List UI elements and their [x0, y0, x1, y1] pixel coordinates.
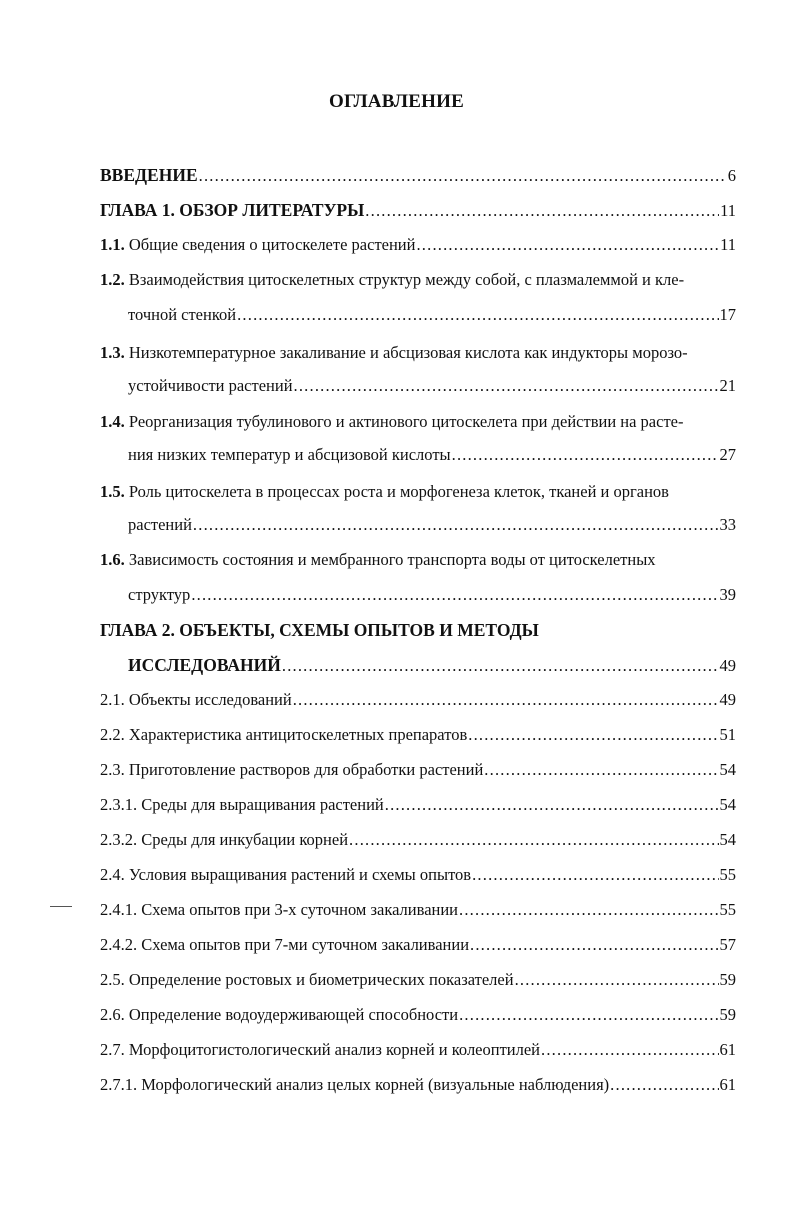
toc-entry-label-continued: устойчивости растений: [128, 376, 293, 395]
page-title: ОГЛАВЛЕНИЕ: [329, 91, 464, 112]
toc-entry-label-continued: растений: [128, 515, 192, 534]
toc-entry-label: Взаимодействия цитоскелетных структур между собой, с плазмалеммой и кле-: [128, 270, 685, 289]
toc-page-number: 54: [719, 760, 736, 779]
toc-leader-dots: [294, 376, 719, 396]
toc-leader-dots: [199, 166, 727, 186]
toc-entry-label-continued: точной стенкой: [128, 305, 237, 324]
toc-leader-dots: [191, 585, 718, 605]
toc-entry-label: Общие сведения о цитоскелете растений: [128, 235, 416, 254]
toc-page-number: 17: [719, 305, 736, 324]
toc-leader-dots: [472, 865, 718, 885]
toc-page-number: 21: [719, 376, 736, 395]
toc-page-number: 61: [719, 1075, 736, 1094]
toc-page-number: 27: [719, 445, 736, 464]
margin-mark: [50, 906, 72, 907]
toc-entry-label: 2.3.1. Среды для выращивания растений: [100, 795, 384, 814]
toc-entry-1-5-line1[interactable]: [100, 482, 669, 502]
toc-page-number: 33: [719, 515, 736, 534]
toc-entry-label: Реорганизация тубулинового и актинового цитоскелета при действии на расте-: [128, 412, 684, 431]
toc-entry-2-3-1[interactable]: [100, 795, 736, 815]
toc-entry-1-1[interactable]: [100, 235, 736, 255]
toc-leader-dots: [385, 795, 719, 815]
toc-entry-2-4-1[interactable]: [100, 900, 736, 920]
toc-entry-1-5-line2[interactable]: [128, 515, 736, 535]
toc-leader-dots: [610, 1075, 718, 1095]
toc-leader-dots: [416, 235, 719, 255]
toc-leader-dots: [452, 445, 719, 465]
toc-leader-dots: [459, 900, 718, 920]
toc-entry-2-4-2[interactable]: [100, 935, 736, 955]
toc-entry-introduction[interactable]: [100, 165, 736, 186]
toc-leader-dots: [541, 1040, 718, 1060]
toc-entry-2-7[interactable]: [100, 1040, 736, 1060]
toc-page-number: 61: [719, 1040, 736, 1059]
toc-entry-chapter-1[interactable]: [100, 200, 736, 221]
toc-entry-label: 2.4.1. Схема опытов при 3-х суточном закаливании: [100, 900, 459, 919]
toc-page-number: 51: [719, 725, 736, 744]
toc-entry-label: 2.4.2. Схема опытов при 7-ми суточном закаливании: [100, 935, 470, 954]
toc-entry-label-continued: ния низких температур и абсцизовой кислоты: [128, 445, 451, 464]
toc-page-number: 55: [719, 900, 736, 919]
toc-entry-label: 2.2. Характеристика антицитоскелетных препаратов: [100, 725, 468, 744]
toc-entry-2-2[interactable]: [100, 725, 736, 745]
toc-leader-dots: [193, 515, 719, 535]
toc-page-number: 11: [720, 235, 736, 254]
toc-page-number: 49: [719, 656, 736, 675]
toc-entry-1-6-line2[interactable]: [128, 585, 736, 605]
toc-entry-number: 1.1.: [100, 235, 125, 254]
toc-entry-1-4-line2[interactable]: [128, 445, 736, 465]
toc-leader-dots: [293, 690, 719, 710]
toc-leader-dots: [237, 305, 718, 325]
toc-entry-label: 2.3.2. Среды для инкубации корней: [100, 830, 349, 849]
toc-page-number: 57: [719, 935, 736, 954]
toc-entry-label: 2.6. Определение водоудерживающей способности: [100, 1005, 459, 1024]
toc-entry-label: 2.3. Приготовление растворов для обработки растений: [100, 760, 484, 779]
toc-entry-1-6-line1[interactable]: [100, 550, 656, 570]
toc-page-number: 39: [719, 585, 736, 604]
toc-entry-1-2-line2[interactable]: [128, 305, 736, 325]
toc-entry-label: ВВЕДЕНИЕ: [100, 165, 198, 185]
toc-leader-dots: [468, 725, 718, 745]
toc-entry-label: ГЛАВА 1. ОБЗОР ЛИТЕРАТУРЫ: [100, 200, 365, 220]
toc-leader-dots: [470, 935, 718, 955]
toc-entry-1-4-line1[interactable]: [100, 412, 684, 432]
toc-leader-dots: [349, 830, 718, 850]
toc-entry-number: 1.4.: [100, 412, 125, 431]
toc-entry-1-3-line1[interactable]: [100, 343, 688, 363]
toc-leader-dots: [459, 1005, 718, 1025]
toc-leader-dots: [365, 201, 719, 221]
toc-entry-number: 1.3.: [100, 343, 125, 362]
toc-entry-number: 1.6.: [100, 550, 125, 569]
toc-page-number: 59: [719, 1005, 736, 1024]
toc-entry-chapter-2-line1[interactable]: ГЛАВА 2. ОБЪЕКТЫ, СХЕМЫ ОПЫТОВ И МЕТОДЫ: [100, 620, 539, 640]
toc-entry-2-5[interactable]: [100, 970, 736, 990]
toc-entry-chapter-2-line2[interactable]: [128, 655, 736, 676]
toc-entry-number: 1.2.: [100, 270, 125, 289]
toc-leader-dots: [515, 970, 719, 990]
toc-entry-2-1[interactable]: [100, 690, 736, 710]
toc-entry-2-7-1[interactable]: [100, 1075, 736, 1095]
toc-page-number: 55: [719, 865, 736, 884]
toc-entry-2-3-2[interactable]: [100, 830, 736, 850]
toc-entry-label: 2.7. Морфоцитогистологический анализ корней и колеоптилей: [100, 1040, 541, 1059]
toc-page-number: 59: [719, 970, 736, 989]
toc-entry-label-continued: структур: [128, 585, 191, 604]
toc-page-number: 6: [727, 166, 736, 185]
toc-leader-dots: [282, 656, 719, 676]
toc-page-number: 11: [720, 201, 736, 220]
toc-leader-dots: [484, 760, 718, 780]
toc-entry-label: 2.1. Объекты исследований: [100, 690, 292, 709]
toc-entry-2-4[interactable]: [100, 865, 736, 885]
toc-entry-2-6[interactable]: [100, 1005, 736, 1025]
toc-entry-label: Низкотемпературное закаливание и абсцизовая кислота как индукторы морозо-: [128, 343, 688, 362]
toc-entry-label-continued: ИССЛЕДОВАНИЙ: [128, 655, 281, 675]
toc-entry-label: 2.4. Условия выращивания растений и схемы опытов: [100, 865, 472, 884]
toc-entry-1-2-line1[interactable]: [100, 270, 684, 290]
toc-entry-2-3[interactable]: [100, 760, 736, 780]
toc-entry-label: 2.5. Определение ростовых и биометрических показателей: [100, 970, 514, 989]
toc-page-number: 54: [719, 830, 736, 849]
toc-page-number: 49: [719, 690, 736, 709]
toc-entry-1-3-line2[interactable]: [128, 376, 736, 396]
toc-entry-number: 1.5.: [100, 482, 125, 501]
toc-entry-label: Роль цитоскелета в процессах роста и морфогенеза клеток, тканей и органов: [128, 482, 669, 501]
toc-entry-label: Зависимость состояния и мембранного транспорта воды от цитоскелетных: [128, 550, 656, 569]
toc-page-number: 54: [719, 795, 736, 814]
toc-entry-label: 2.7.1. Морфологический анализ целых корней (визуальные наблюдения): [100, 1075, 610, 1094]
